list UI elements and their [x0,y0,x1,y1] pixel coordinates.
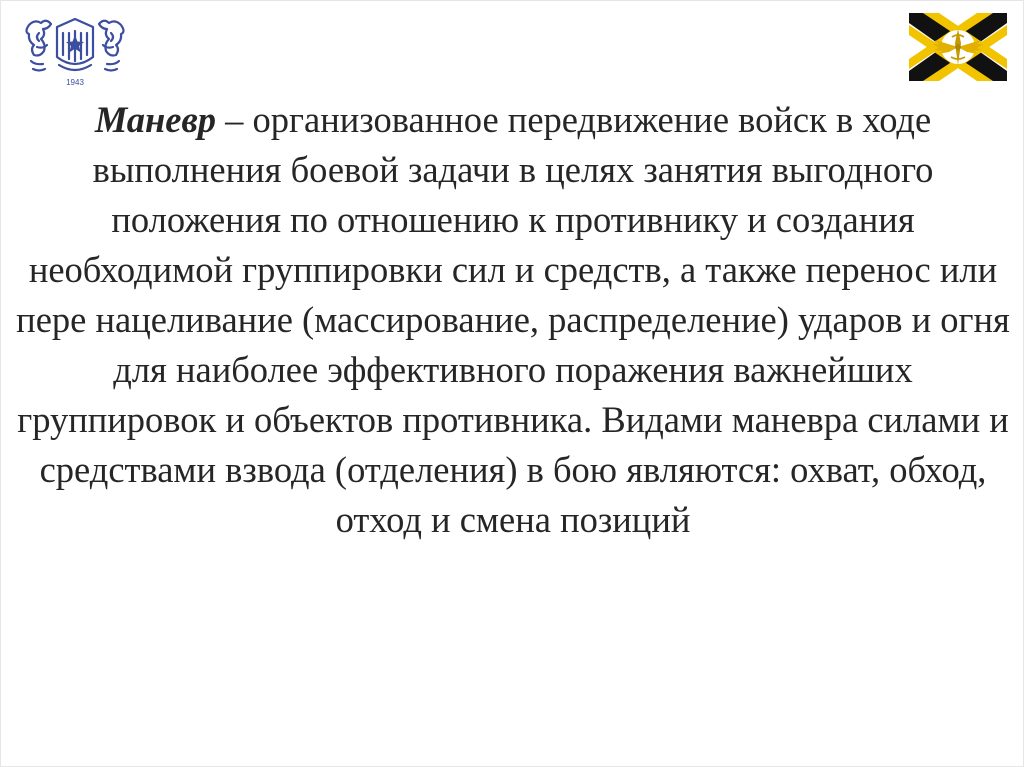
definition-text [15,95,1011,545]
definition-body: – организованное передвижение войск в ходе выполнения боевой задачи в целях занятия выгодного положения по отношению к противнику и создания необходимой группировки сил и средств, а также перенос или пере нацеливание (массирование, распределение) ударов и огня для наиболее эффективного поражения важнейших группировок и объектов противника. Видами маневра силами и средствами взвода (отделения) в бою являются: охват, обход, отход и смена позиций [16,99,1010,540]
university-emblem-icon [19,11,131,89]
definition-term: Маневр [94,99,217,140]
winged-insignia-icon [909,13,1007,81]
emblem-year: 1943 [66,78,84,87]
